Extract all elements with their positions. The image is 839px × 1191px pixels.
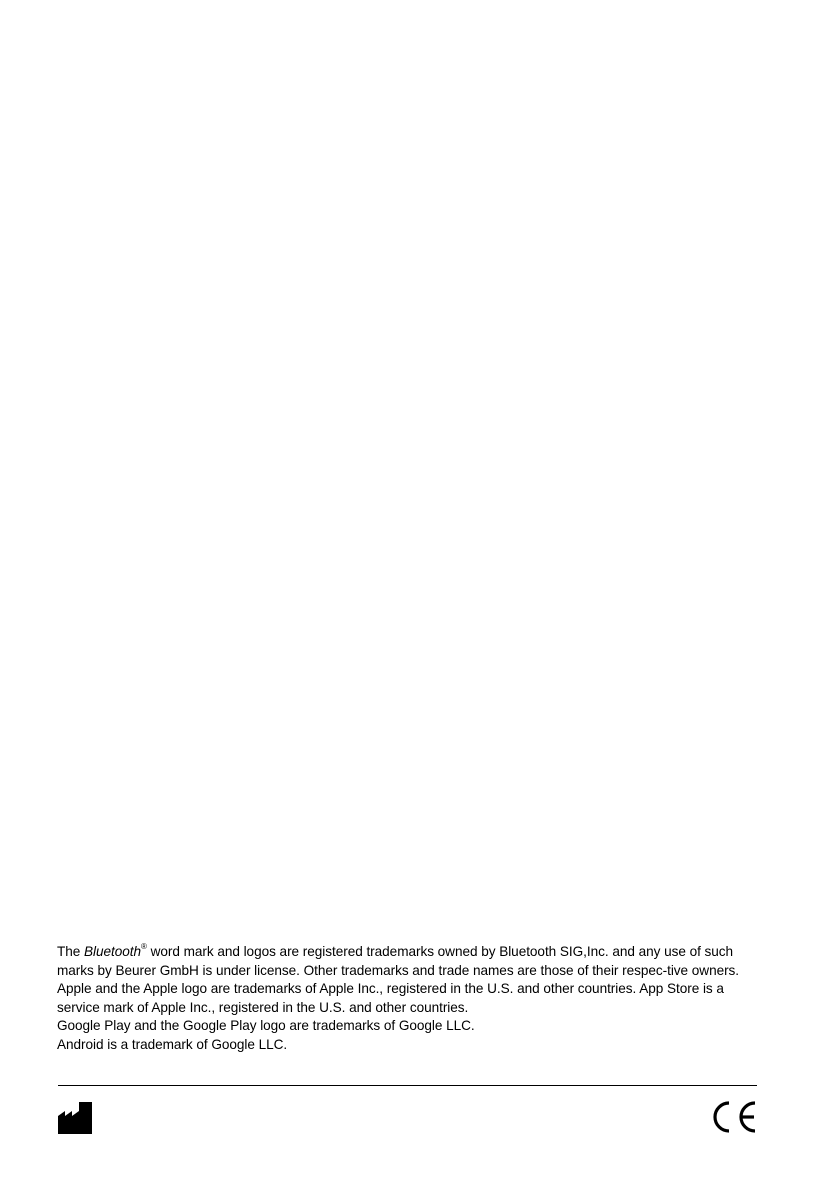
- ce-mark-icon: [709, 1100, 758, 1134]
- bluetooth-trademark-text: word mark and logos are registered trademarks owned by Bluetooth SIG,Inc. and any use of such marks by Beurer GmbH is under license. Other trademarks and trade names are those of their respec-tive owners.: [57, 944, 740, 978]
- trademark-notice: [57, 943, 761, 1055]
- footer-divider: [58, 1085, 757, 1086]
- bluetooth-trademark-paragraph: [57, 943, 761, 980]
- registered-mark: ®: [141, 942, 147, 952]
- google-play-trademark-paragraph: Google Play and the Google Play logo are trademarks of Google LLC.: [57, 1018, 475, 1034]
- bluetooth-prefix: The: [57, 944, 85, 959]
- manufacturer-icon: [58, 1101, 92, 1134]
- apple-trademark-paragraph: Apple and the Apple logo are trademarks of Apple Inc., registered in the U.S. and other countries. App Store is a service mark of Apple Inc., registered in the U.S. and other countries.: [57, 981, 724, 1015]
- android-trademark-paragraph: Android is a trademark of Google LLC.: [57, 1036, 288, 1052]
- bluetooth-brand: Bluetooth: [84, 944, 142, 959]
